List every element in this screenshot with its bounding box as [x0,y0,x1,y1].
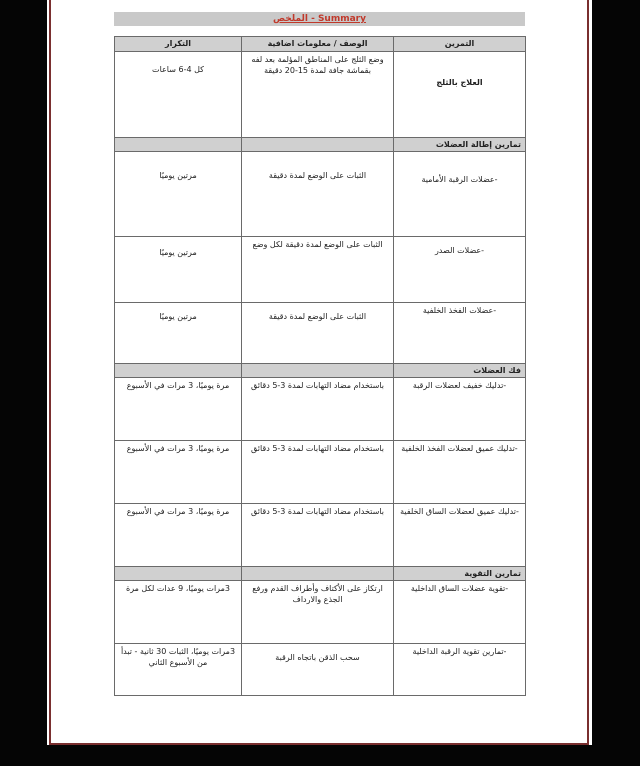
page-border-right [587,0,589,744]
header-frequency: التكرار [115,37,242,52]
section-blank [115,364,242,378]
section-header-strengthening [115,567,526,581]
page-border-bottom [49,743,589,745]
frequency-cell: 3مرات يوميًا، 9 عدات لكل مرة [115,581,242,644]
section-blank [242,138,394,152]
description-cell: وضع الثلج على المناطق المؤلمة بعد لفه بقماشة جافة لمدة 15-20 دقيقة [242,52,394,138]
section-header-stretching [115,138,526,152]
table-row [115,504,526,567]
table-header-row [115,37,526,52]
section-title: تمارين التقوية [394,567,526,581]
summary-table [114,36,526,696]
frequency-cell: مرة يوميًا، 3 مرات في الأسبوع [115,378,242,441]
description-cell: الثبات على الوضع لمدة دقيقة لكل وضع [242,237,394,303]
table-row [115,378,526,441]
summary-title: الملخص - Summary [114,12,525,26]
frequency-cell: كل 4-6 ساعات [115,52,242,138]
page-border-left [49,0,51,744]
exercise-cell: -عضلات الفخذ الخلفية [394,303,526,364]
frequency-cell: مرتين يوميًا [115,303,242,364]
exercise-cell: -تقوية عضلات الساق الداخلية [394,581,526,644]
description-cell: ارتكاز على الأكتاف وأطراف القدم ورفع الجذع والارداف [242,581,394,644]
frequency-cell: مرة يوميًا، 3 مرات في الأسبوع [115,504,242,567]
exercise-cell: -تدليك عميق لعضلات الساق الخلفية [394,504,526,567]
table-row [115,237,526,303]
description-cell: الثبات على الوضع لمدة دقيقة [242,303,394,364]
exercise-cell: -تمارين تقوية الرقبة الداخلية [394,644,526,696]
section-title: تمارين إطالة العضلات [394,138,526,152]
section-header-release [115,364,526,378]
section-blank [115,138,242,152]
description-cell: باستخدام مضاد التهابات لمدة 3-5 دقائق [242,441,394,504]
description-cell: باستخدام مضاد التهابات لمدة 3-5 دقائق [242,504,394,567]
exercise-cell: -عضلات الصدر [394,237,526,303]
exercise-cell: -تدليك خفيف لعضلات الرقبة [394,378,526,441]
table-row [115,152,526,237]
frequency-cell: 3مرات يوميًا، الثبات 30 ثانية - تبدأ من الأسبوع الثاني [115,644,242,696]
section-blank [242,364,394,378]
exercise-cell: -تدليك عميق لعضلات الفخذ الخلفية [394,441,526,504]
table-row-ice [115,52,526,138]
table-row [115,441,526,504]
header-description: الوصف / معلومات اضافية [242,37,394,52]
frequency-cell: مرة يوميًا، 3 مرات في الأسبوع [115,441,242,504]
frequency-cell: مرتين يوميًا [115,152,242,237]
header-exercise: التمرين [394,37,526,52]
table-row [115,644,526,696]
section-title: فك العضلات [394,364,526,378]
description-cell: باستخدام مضاد التهابات لمدة 3-5 دقائق [242,378,394,441]
exercise-cell: العلاج بالثلج [394,52,526,138]
exercise-cell: -عضلات الرقبة الأمامية [394,152,526,237]
table-row [115,581,526,644]
frequency-cell: مرتين يوميًا [115,237,242,303]
section-blank [115,567,242,581]
section-blank [242,567,394,581]
description-cell: الثبات على الوضع لمدة دقيقة [242,152,394,237]
table-row [115,303,526,364]
description-cell: سحب الذقن باتجاه الرقبة [242,644,394,696]
